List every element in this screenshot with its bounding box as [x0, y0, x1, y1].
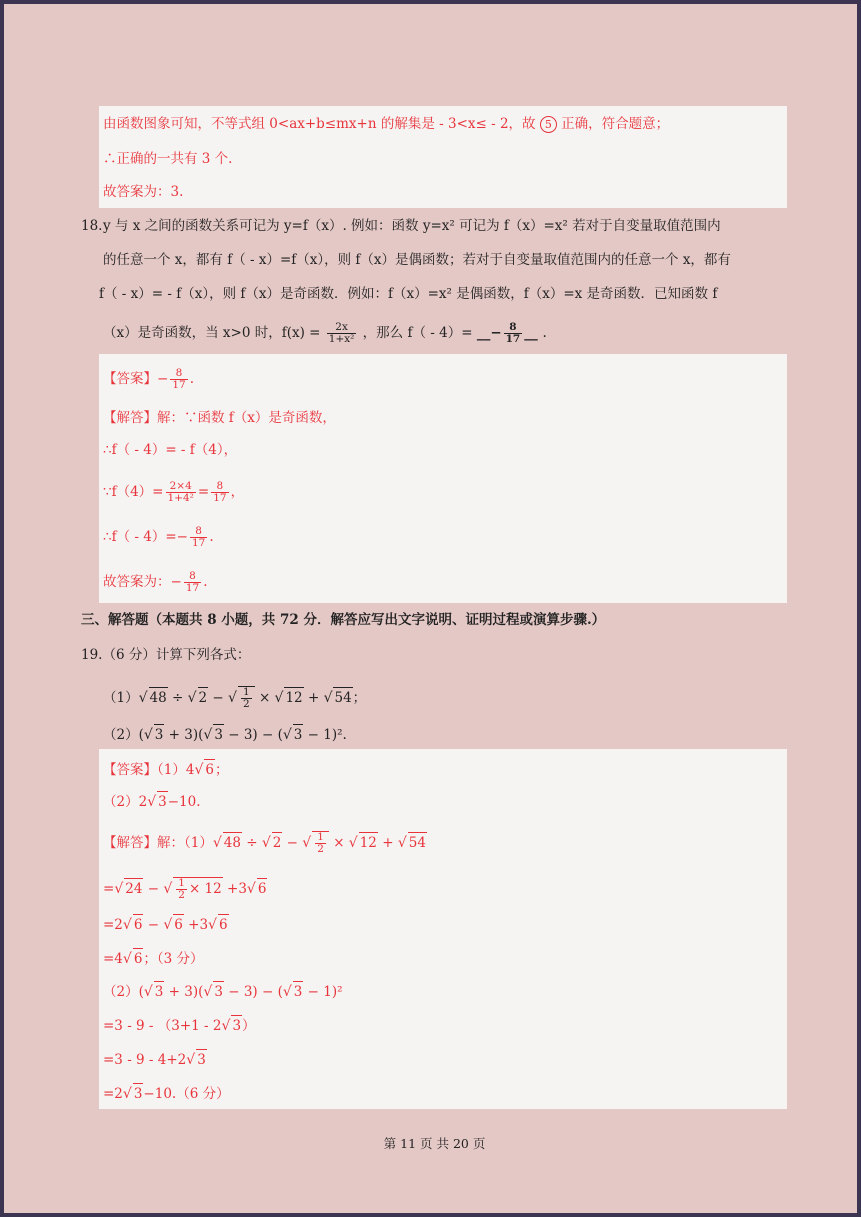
answer-line: =3 - 9 - （3+1 - 2√ 3）	[103, 1015, 256, 1036]
answer-line: =4√ 6；（3 分）	[103, 948, 204, 969]
answer-box-18	[99, 354, 787, 603]
question-18-line: f（ - x）= - f（x），则 f（x）是奇函数．例如：f（x）=x² 是偶函数，f（x）=x 是奇函数．已知函数 f	[99, 286, 718, 302]
answer-blank: __− $\frac{8}{17}$ __	[476, 321, 538, 345]
solution-line: 由函数图象可知，不等式组 0<ax+b≤mx+n 的解集是 - 3<x≤ - 2，故 5 正确，符合题意；	[103, 116, 670, 132]
solution-line: ∴正确的一共有 3 个.	[103, 151, 233, 167]
question-18-number: 18.	[81, 218, 103, 234]
answer-line: 【答案】− $\frac{8}{17}$ .	[103, 367, 194, 391]
answer-line: 故答案为：− $\frac{8}{17}$ .	[103, 570, 208, 594]
answer-line: =2√ 3−10.（6 分）	[103, 1083, 230, 1104]
answer-box-19	[99, 749, 787, 1109]
answer-line: （2）2√ 3−10.	[103, 791, 200, 812]
question-18-line: y 与 x 之间的函数关系可记为 y=f（x）. 例如：函数 y=x² 可记为 f（x）=x² 若对于自变量取值范围内	[103, 218, 721, 234]
question-19-part-1: （1）√ 48 ÷ √ 2 − √ $\frac{1}{2}$ × √ 12 + √ 54；	[103, 686, 367, 710]
answer-line: =√ 24 − √ $\frac{1}{2}$ × 12 +3√ 6	[103, 877, 267, 901]
answer-line: ∴f（ - 4）= - f（4），	[103, 442, 238, 458]
page-number: 第 11 页 共 20 页	[383, 1136, 486, 1151]
question-18-line: （x）是奇函数，当 x>0 时，f(x) = $\frac{2x}{\text{1+x²}}$ ，那么 f（ - 4）= __− $\frac{8}{17}$ __ .	[103, 321, 547, 345]
answer-box-17	[99, 106, 787, 208]
answer-line: 【答案】（1）4√ 6；	[103, 759, 228, 780]
answer-line: （2）(√ 3 + 3)(√ 3 − 3) − (√ 3 − 1)²	[103, 981, 343, 1002]
answer-line: 【解答】解：∵函数 f（x）是奇函数，	[103, 410, 336, 426]
answer-line: =3 - 9 - 4+2√ 3	[103, 1049, 207, 1070]
answer-line: ∵f（4）= $\frac{2\times 4}{\text{1+4²}}$ = $\frac{8}{17}$ ，	[103, 480, 245, 504]
circled-number: 5	[540, 116, 557, 133]
question-18-line: 的任意一个 x，都有 f（ - x）=f（x），则 f（x）是偶函数；若对于自变量取值范围内的任意一个 x，都有	[103, 252, 731, 268]
answer-line: =2√ 6 − √ 6 +3√ 6	[103, 914, 229, 935]
question-19-head: 19.（6 分）计算下列各式：	[81, 647, 251, 663]
section-title: 三、解答题（本题共 8 小题，共 72 分．解答应写出文字说明、证明过程或演算步骤.）	[81, 612, 606, 628]
answer-line: ∴f（ - 4）=− $\frac{8}{17}$ .	[103, 525, 214, 549]
question-19-part-2: （2）(√ 3 + 3)(√ 3 − 3) − (√ 3 − 1)².	[103, 724, 347, 745]
solution-line: 故答案为：3.	[103, 184, 184, 200]
fraction: $\frac{2x}{\text{1+x²}}$	[328, 321, 355, 345]
answer-line: 【解答】解：（1）√ 48 ÷ √ 2 − √ $\frac{1}{2}$ × √ 12 + √ 54	[103, 831, 426, 855]
